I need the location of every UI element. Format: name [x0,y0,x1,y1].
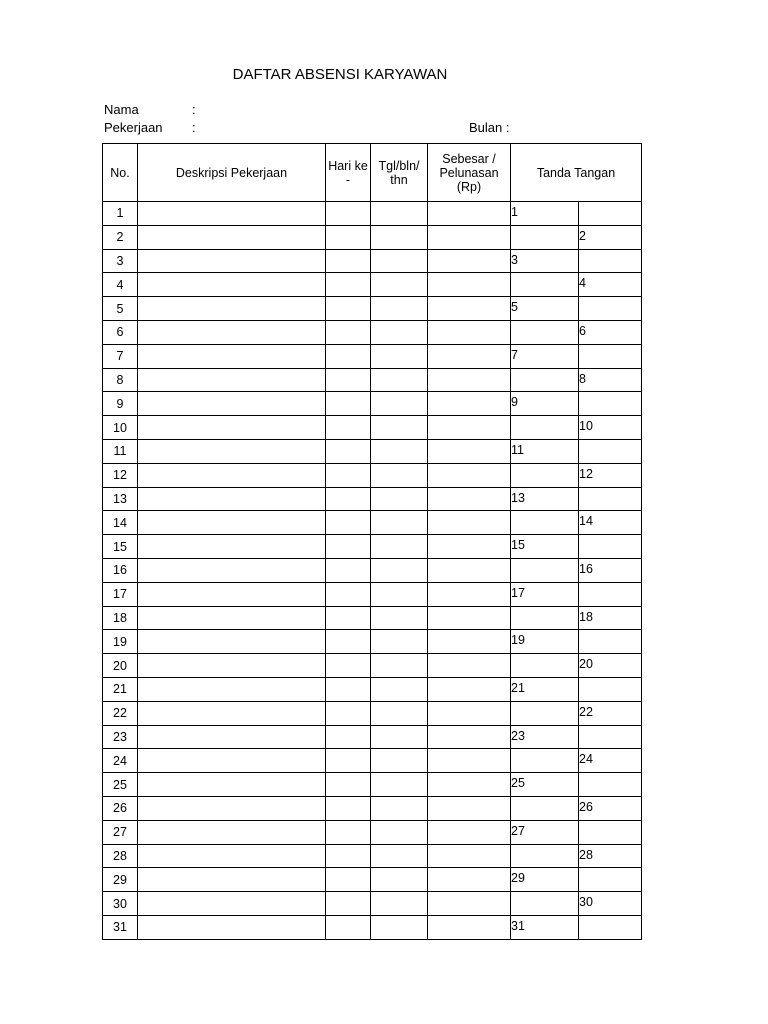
deskripsi-cell [138,297,326,321]
signature-left-cell: 11 [511,439,579,463]
hari-ke-cell [326,511,371,535]
tgl-cell [371,416,428,440]
signature-left-cell: 29 [511,868,579,892]
table-row [103,558,642,582]
signature-left-cell: 9 [511,392,579,416]
signature-left-cell [511,654,579,678]
table-row [103,773,642,797]
sebesar-cell [428,249,511,273]
row-number-cell: 4 [103,273,138,297]
signature-left-cell: 23 [511,725,579,749]
hari-ke-cell [326,773,371,797]
hari-ke-cell [326,392,371,416]
deskripsi-cell [138,773,326,797]
signature-right-cell: 8 [579,368,642,392]
table-row [103,297,642,321]
tgl-cell [371,677,428,701]
sebesar-cell [428,915,511,939]
signature-right-cell [579,820,642,844]
deskripsi-cell [138,368,326,392]
row-number-cell: 9 [103,392,138,416]
tgl-cell [371,773,428,797]
table-row [103,606,642,630]
hari-ke-cell [326,630,371,654]
header-deskripsi-pekerjaan: Deskripsi Pekerjaan [138,144,326,202]
header-hari-ke: Hari ke - [326,144,371,202]
sebesar-cell [428,654,511,678]
sebesar-cell [428,820,511,844]
signature-left-cell [511,368,579,392]
signature-right-cell: 12 [579,463,642,487]
row-number-cell: 21 [103,677,138,701]
signature-right-cell: 6 [579,320,642,344]
tgl-cell [371,487,428,511]
table-row [103,416,642,440]
deskripsi-cell [138,749,326,773]
header-tgl-bln-thn: Tgl/bln/ thn [371,144,428,202]
row-number-cell: 12 [103,463,138,487]
signature-right-cell [579,773,642,797]
tgl-cell [371,868,428,892]
table-row [103,892,642,916]
row-number-cell: 29 [103,868,138,892]
table-body [103,202,642,940]
table-row [103,630,642,654]
tgl-cell [371,511,428,535]
table-row [103,844,642,868]
deskripsi-cell [138,844,326,868]
row-number-cell: 19 [103,630,138,654]
sebesar-cell [428,368,511,392]
signature-left-cell: 7 [511,344,579,368]
header-sebesar-pelunasan: Sebesar / Pelunasan (Rp) [428,144,511,202]
deskripsi-cell [138,915,326,939]
deskripsi-cell [138,701,326,725]
signature-left-cell [511,416,579,440]
header-no: No. [103,144,138,202]
tgl-cell [371,202,428,226]
hari-ke-cell [326,820,371,844]
signature-right-cell [579,535,642,559]
table-row [103,820,642,844]
deskripsi-cell [138,582,326,606]
signature-right-cell [579,344,642,368]
deskripsi-cell [138,273,326,297]
table-row [103,487,642,511]
tgl-cell [371,725,428,749]
signature-left-cell: 3 [511,249,579,273]
sebesar-cell [428,558,511,582]
tgl-cell [371,225,428,249]
table-row [103,677,642,701]
deskripsi-cell [138,820,326,844]
tgl-cell [371,463,428,487]
tgl-cell [371,297,428,321]
signature-right-cell: 22 [579,701,642,725]
pekerjaan-label: Pekerjaan [104,120,163,135]
hari-ke-cell [326,535,371,559]
signature-right-cell [579,392,642,416]
signature-left-cell: 31 [511,915,579,939]
signature-left-cell: 5 [511,297,579,321]
nama-label: Nama [104,102,139,117]
hari-ke-cell [326,892,371,916]
signature-right-cell: 30 [579,892,642,916]
pekerjaan-separator: : [192,120,196,135]
hari-ke-cell [326,558,371,582]
sebesar-cell [428,392,511,416]
hari-ke-cell [326,701,371,725]
sebesar-cell [428,892,511,916]
signature-left-cell [511,320,579,344]
sebesar-cell [428,701,511,725]
hari-ke-cell [326,225,371,249]
table-row [103,392,642,416]
hari-ke-cell [326,463,371,487]
row-number-cell: 31 [103,915,138,939]
tgl-cell [371,749,428,773]
deskripsi-cell [138,439,326,463]
signature-right-cell: 20 [579,654,642,678]
tgl-cell [371,249,428,273]
row-number-cell: 15 [103,535,138,559]
hari-ke-cell [326,677,371,701]
signature-left-cell: 1 [511,202,579,226]
signature-right-cell: 14 [579,511,642,535]
deskripsi-cell [138,606,326,630]
table-row [103,368,642,392]
signature-right-cell [579,630,642,654]
signature-right-cell: 10 [579,416,642,440]
signature-left-cell: 21 [511,677,579,701]
row-number-cell: 23 [103,725,138,749]
table-row [103,202,642,226]
row-number-cell: 13 [103,487,138,511]
hari-ke-cell [326,606,371,630]
tgl-cell [371,439,428,463]
signature-left-cell: 19 [511,630,579,654]
tgl-cell [371,892,428,916]
sebesar-cell [428,725,511,749]
table-row [103,701,642,725]
signature-left-cell [511,558,579,582]
deskripsi-cell [138,487,326,511]
tgl-cell [371,320,428,344]
hari-ke-cell [326,344,371,368]
table-row [103,749,642,773]
tgl-cell [371,558,428,582]
sebesar-cell [428,487,511,511]
deskripsi-cell [138,463,326,487]
sebesar-cell [428,320,511,344]
hari-ke-cell [326,749,371,773]
signature-right-cell: 18 [579,606,642,630]
sebesar-cell [428,439,511,463]
nama-separator: : [192,102,196,117]
table-row [103,915,642,939]
signature-left-cell: 27 [511,820,579,844]
sebesar-cell [428,630,511,654]
row-number-cell: 6 [103,320,138,344]
table-row [103,725,642,749]
hari-ke-cell [326,844,371,868]
signature-right-cell [579,677,642,701]
signature-right-cell [579,487,642,511]
bulan-label: Bulan : [469,120,510,135]
sebesar-cell [428,606,511,630]
row-number-cell: 11 [103,439,138,463]
hari-ke-cell [326,582,371,606]
deskripsi-cell [138,630,326,654]
sebesar-cell [428,749,511,773]
signature-left-cell [511,511,579,535]
deskripsi-cell [138,320,326,344]
row-number-cell: 30 [103,892,138,916]
hari-ke-cell [326,439,371,463]
table-row [103,320,642,344]
signature-right-cell [579,439,642,463]
row-number-cell: 27 [103,820,138,844]
hari-ke-cell [326,202,371,226]
signature-right-cell: 24 [579,749,642,773]
table-row [103,511,642,535]
tgl-cell [371,535,428,559]
tgl-cell [371,915,428,939]
signature-left-cell [511,273,579,297]
tgl-cell [371,582,428,606]
row-number-cell: 14 [103,511,138,535]
deskripsi-cell [138,202,326,226]
tgl-cell [371,606,428,630]
signature-right-cell: 26 [579,796,642,820]
tgl-cell [371,844,428,868]
row-number-cell: 25 [103,773,138,797]
signature-right-cell: 2 [579,225,642,249]
sebesar-cell [428,582,511,606]
table-row [103,535,642,559]
signature-left-cell: 25 [511,773,579,797]
deskripsi-cell [138,868,326,892]
row-number-cell: 7 [103,344,138,368]
signature-left-cell: 13 [511,487,579,511]
deskripsi-cell [138,535,326,559]
signature-right-cell: 16 [579,558,642,582]
signature-left-cell [511,701,579,725]
row-number-cell: 18 [103,606,138,630]
table-row [103,582,642,606]
deskripsi-cell [138,558,326,582]
signature-left-cell [511,606,579,630]
signature-right-cell [579,249,642,273]
sebesar-cell [428,796,511,820]
hari-ke-cell [326,368,371,392]
row-number-cell: 3 [103,249,138,273]
sebesar-cell [428,344,511,368]
document-title: DAFTAR ABSENSI KARYAWAN [232,66,448,83]
signature-right-cell: 28 [579,844,642,868]
signature-left-cell: 17 [511,582,579,606]
row-number-cell: 16 [103,558,138,582]
row-number-cell: 8 [103,368,138,392]
deskripsi-cell [138,511,326,535]
row-number-cell: 17 [103,582,138,606]
deskripsi-cell [138,249,326,273]
deskripsi-cell [138,677,326,701]
signature-left-cell [511,749,579,773]
hari-ke-cell [326,320,371,344]
hari-ke-cell [326,915,371,939]
row-number-cell: 24 [103,749,138,773]
sebesar-cell [428,273,511,297]
sebesar-cell [428,868,511,892]
tgl-cell [371,630,428,654]
table-header-row [103,144,642,202]
deskripsi-cell [138,725,326,749]
tgl-cell [371,654,428,678]
table-row [103,273,642,297]
signature-right-cell [579,297,642,321]
sebesar-cell [428,202,511,226]
sebesar-cell [428,463,511,487]
row-number-cell: 22 [103,701,138,725]
tgl-cell [371,273,428,297]
table-row [103,225,642,249]
tgl-cell [371,368,428,392]
sebesar-cell [428,225,511,249]
signature-left-cell [511,844,579,868]
sebesar-cell [428,297,511,321]
signature-left-cell [511,892,579,916]
row-number-cell: 10 [103,416,138,440]
table-row [103,249,642,273]
hari-ke-cell [326,297,371,321]
tgl-cell [371,344,428,368]
sebesar-cell [428,677,511,701]
table-row [103,344,642,368]
sebesar-cell [428,511,511,535]
row-number-cell: 28 [103,844,138,868]
sebesar-cell [428,844,511,868]
deskripsi-cell [138,654,326,678]
hari-ke-cell [326,725,371,749]
table-row [103,463,642,487]
hari-ke-cell [326,868,371,892]
signature-right-cell [579,582,642,606]
tgl-cell [371,796,428,820]
signature-right-cell: 4 [579,273,642,297]
sebesar-cell [428,773,511,797]
row-number-cell: 26 [103,796,138,820]
sebesar-cell [428,416,511,440]
header-tanda-tangan: Tanda Tangan [511,144,642,202]
hari-ke-cell [326,654,371,678]
hari-ke-cell [326,796,371,820]
tgl-cell [371,701,428,725]
hari-ke-cell [326,249,371,273]
signature-right-cell [579,915,642,939]
signature-right-cell [579,202,642,226]
row-number-cell: 5 [103,297,138,321]
row-number-cell: 1 [103,202,138,226]
sebesar-cell [428,535,511,559]
hari-ke-cell [326,273,371,297]
deskripsi-cell [138,892,326,916]
table-row [103,796,642,820]
attendance-table [102,143,642,940]
signature-right-cell [579,725,642,749]
row-number-cell: 20 [103,654,138,678]
signature-left-cell: 15 [511,535,579,559]
deskripsi-cell [138,416,326,440]
tgl-cell [371,820,428,844]
deskripsi-cell [138,225,326,249]
deskripsi-cell [138,796,326,820]
signature-left-cell [511,463,579,487]
hari-ke-cell [326,487,371,511]
deskripsi-cell [138,392,326,416]
row-number-cell: 2 [103,225,138,249]
table-row [103,868,642,892]
tgl-cell [371,392,428,416]
signature-left-cell [511,796,579,820]
deskripsi-cell [138,344,326,368]
signature-right-cell [579,868,642,892]
hari-ke-cell [326,416,371,440]
table-row [103,654,642,678]
signature-left-cell [511,225,579,249]
table-row [103,439,642,463]
